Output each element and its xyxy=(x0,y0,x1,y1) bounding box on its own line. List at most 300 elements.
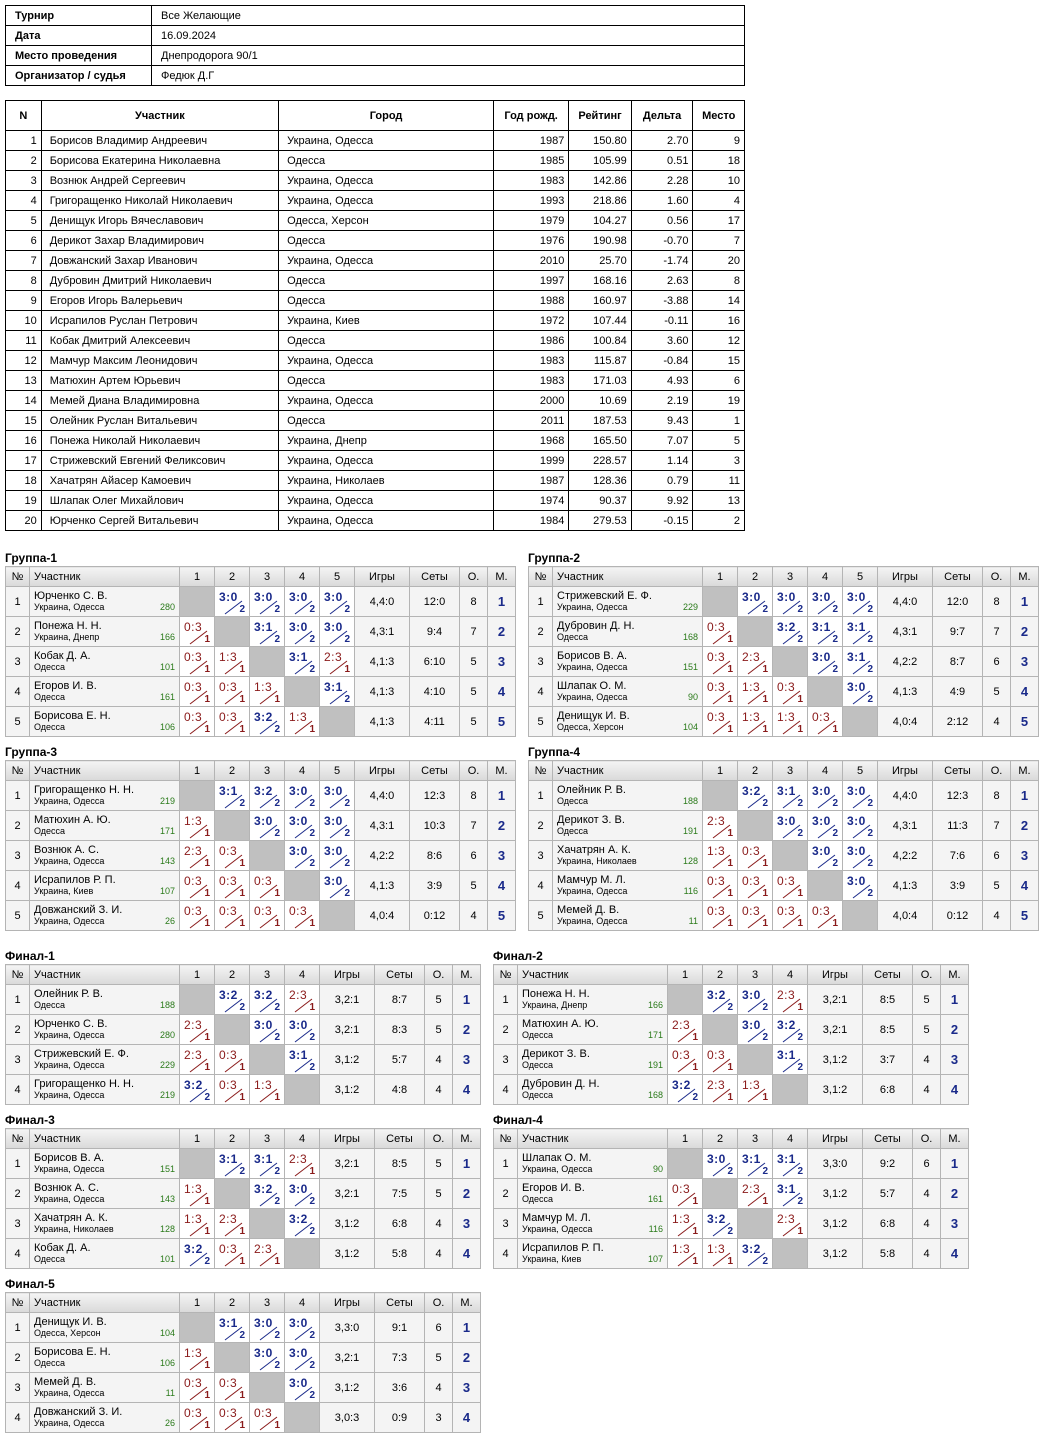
header-opponent: 2 xyxy=(215,965,250,985)
player-cell xyxy=(518,985,668,1015)
match-score xyxy=(703,707,737,736)
place-value: 1 xyxy=(1020,594,1029,609)
header-place: М. xyxy=(453,1293,481,1313)
place-value: 3 xyxy=(950,1052,959,1067)
place-cell xyxy=(1011,617,1039,647)
place-value: 2 xyxy=(497,818,506,833)
match-score xyxy=(703,1149,737,1178)
player-rating: 191 xyxy=(647,1060,663,1070)
match-score xyxy=(808,781,842,810)
place-cell xyxy=(941,1045,969,1075)
score-text: 3:0 xyxy=(324,814,343,828)
winner-index: 1 xyxy=(204,1390,210,1401)
match-score xyxy=(773,1179,807,1208)
player-sub xyxy=(557,602,698,613)
row-number: 5 xyxy=(529,707,553,737)
header-opponent: 4 xyxy=(773,1129,808,1149)
stat-points: 6 xyxy=(913,1149,941,1179)
info-row xyxy=(6,46,745,66)
score-cell xyxy=(285,841,320,871)
stat-points: 4 xyxy=(425,1373,453,1403)
match-score xyxy=(285,1313,319,1342)
score-text: 3:0 xyxy=(289,1018,308,1032)
info-label: Турнир xyxy=(6,6,152,26)
player-city: Одесса xyxy=(557,826,589,836)
place-value: 4 xyxy=(462,1246,471,1261)
stat-sets: 8:7 xyxy=(933,647,983,677)
player-cell xyxy=(553,617,703,647)
score-text: 0:3 xyxy=(254,1406,273,1420)
winner-index: 1 xyxy=(274,1256,280,1267)
place-cell xyxy=(1011,841,1039,871)
table-row xyxy=(494,1075,969,1105)
row-number: 1 xyxy=(6,781,30,811)
table-row xyxy=(6,231,745,251)
header-opponent: 4 xyxy=(285,1293,320,1313)
score-cell xyxy=(285,781,320,811)
winner-index: 1 xyxy=(762,694,768,705)
score-text: 3:1 xyxy=(324,680,343,694)
place-cell xyxy=(941,1015,969,1045)
stat-games: 3,2:1 xyxy=(320,1015,375,1045)
score-text: 3:0 xyxy=(847,680,866,694)
match-score xyxy=(285,901,319,930)
player-rating: 107 xyxy=(647,1254,663,1264)
table-cell: Григоращенко Николай Николаевич xyxy=(41,191,278,211)
table-cell: 160.97 xyxy=(569,291,631,311)
player-city: Украина, Днепр xyxy=(522,1000,588,1010)
score-cell xyxy=(843,811,878,841)
player-name: Юрченко С. В. xyxy=(34,590,108,602)
table-cell: Одесса xyxy=(279,271,494,291)
self-cell xyxy=(285,677,320,707)
score-text: 3:2 xyxy=(777,620,796,634)
player-sub xyxy=(557,692,698,703)
match-score xyxy=(773,707,807,736)
score-cell xyxy=(738,1179,773,1209)
table-row xyxy=(529,707,1039,737)
table-cell: 1976 xyxy=(493,231,568,251)
player-cell xyxy=(518,1015,668,1045)
place-value: 2 xyxy=(497,624,506,639)
stat-points: 8 xyxy=(460,587,488,617)
stat-games: 4,4:0 xyxy=(355,587,410,617)
score-text: 3:0 xyxy=(289,784,308,798)
place-value: 3 xyxy=(950,1216,959,1231)
group-block xyxy=(5,745,516,931)
table-cell: 1968 xyxy=(493,431,568,451)
table-cell: 11 xyxy=(6,331,42,351)
stat-points: 5 xyxy=(460,871,488,901)
table-row xyxy=(6,271,745,291)
place-cell xyxy=(453,985,481,1015)
score-text: 3:0 xyxy=(324,874,343,888)
score-cell xyxy=(215,1403,250,1433)
table-row xyxy=(6,587,516,617)
player-rating: 151 xyxy=(159,1164,175,1174)
self-cell xyxy=(180,1313,215,1343)
self-cell xyxy=(773,1075,808,1105)
score-cell xyxy=(773,1015,808,1045)
info-label: Дата xyxy=(6,26,152,46)
player-rating: 128 xyxy=(159,1224,175,1234)
score-cell xyxy=(180,617,215,647)
table-cell: 11 xyxy=(693,471,745,491)
winner-index: 2 xyxy=(762,604,768,615)
score-text: 1:3 xyxy=(184,1212,203,1226)
group-header-row xyxy=(494,965,969,985)
score-cell xyxy=(320,587,355,617)
self-cell xyxy=(738,1045,773,1075)
player-cell xyxy=(518,1179,668,1209)
table-cell: 115.87 xyxy=(569,351,631,371)
winner-index: 1 xyxy=(204,694,210,705)
player-rating: 101 xyxy=(159,1254,175,1264)
match-score xyxy=(773,985,807,1014)
match-score xyxy=(320,677,354,706)
stat-games: 3,1:2 xyxy=(320,1239,375,1269)
header-sets: Сеты xyxy=(375,1129,425,1149)
table-cell: Хачатрян Айасер Камоевич xyxy=(41,471,278,491)
table-row xyxy=(6,511,745,531)
match-score xyxy=(738,1179,772,1208)
place-cell xyxy=(941,985,969,1015)
table-cell: 10.69 xyxy=(569,391,631,411)
score-text: 3:1 xyxy=(777,1152,796,1166)
score-cell xyxy=(250,707,285,737)
stat-points: 5 xyxy=(983,677,1011,707)
player-cell xyxy=(553,871,703,901)
place-cell xyxy=(941,1209,969,1239)
player-city: Украина, Одесса xyxy=(34,1164,105,1174)
stat-games: 3,1:2 xyxy=(320,1209,375,1239)
player-sub xyxy=(34,1328,175,1339)
table-cell: 10 xyxy=(6,311,42,331)
winner-index: 1 xyxy=(762,918,768,929)
place-value: 1 xyxy=(497,594,506,609)
winner-index: 1 xyxy=(309,918,315,929)
winner-index: 1 xyxy=(797,724,803,735)
header-player: Участник xyxy=(553,567,703,587)
header-points: О. xyxy=(460,761,488,781)
winner-index: 1 xyxy=(727,694,733,705)
winner-index: 2 xyxy=(274,828,280,839)
score-cell xyxy=(738,1075,773,1105)
player-city: Одесса xyxy=(34,826,66,836)
match-score xyxy=(285,647,319,676)
table-cell: 17 xyxy=(6,451,42,471)
score-cell xyxy=(738,707,773,737)
score-cell xyxy=(215,587,250,617)
table-row xyxy=(6,171,745,191)
player-rating: 104 xyxy=(682,722,698,732)
player-cell xyxy=(553,781,703,811)
score-cell xyxy=(285,811,320,841)
match-score xyxy=(668,1179,702,1208)
score-cell xyxy=(215,781,250,811)
table-row xyxy=(494,1209,969,1239)
score-text: 0:3 xyxy=(219,1048,238,1062)
header-opponent: 1 xyxy=(668,1129,703,1149)
winner-index: 1 xyxy=(762,1092,768,1103)
row-number: 1 xyxy=(494,985,518,1015)
match-score xyxy=(738,647,772,676)
table-cell: 2.70 xyxy=(631,131,693,151)
score-text: 0:3 xyxy=(219,1078,238,1092)
self-cell xyxy=(738,617,773,647)
self-cell xyxy=(180,985,215,1015)
stat-points: 7 xyxy=(983,811,1011,841)
player-name: Дубровин Д. Н. xyxy=(522,1078,600,1090)
stat-points: 5 xyxy=(913,1015,941,1045)
score-text: 3:2 xyxy=(184,1242,203,1256)
player-sub xyxy=(557,722,698,733)
header-games: Игры xyxy=(355,761,410,781)
player-cell xyxy=(30,1149,180,1179)
header-games: Игры xyxy=(878,567,933,587)
match-score xyxy=(773,587,807,616)
player-sub xyxy=(34,1418,175,1429)
winner-index: 1 xyxy=(727,634,733,645)
score-text: 3:1 xyxy=(847,650,866,664)
table-cell: 187.53 xyxy=(569,411,631,431)
player-sub xyxy=(34,1194,175,1205)
header-opponent: 4 xyxy=(808,567,843,587)
table-cell: Одесса xyxy=(279,231,494,251)
stat-points: 4 xyxy=(983,901,1011,931)
score-text: 2:3 xyxy=(742,1182,761,1196)
player-city: Одесса xyxy=(557,632,589,642)
player-rating: 191 xyxy=(682,826,698,836)
table-cell: Кобак Дмитрий Алексеевич xyxy=(41,331,278,351)
group-table xyxy=(528,566,1039,737)
header-opponent: 2 xyxy=(215,1129,250,1149)
score-cell xyxy=(250,587,285,617)
stat-sets: 0:12 xyxy=(410,901,460,931)
score-cell xyxy=(250,617,285,647)
table-cell: 25.70 xyxy=(569,251,631,271)
table-cell: 2 xyxy=(6,151,42,171)
row-number: 1 xyxy=(494,1149,518,1179)
score-text: 3:1 xyxy=(219,1152,238,1166)
table-cell: 279.53 xyxy=(569,511,631,531)
header-num: № xyxy=(6,1293,30,1313)
score-cell xyxy=(180,1373,215,1403)
header-opponent: 3 xyxy=(738,965,773,985)
stat-points: 4 xyxy=(913,1045,941,1075)
player-cell xyxy=(553,707,703,737)
table-cell: Шлапак Олег Михайлович xyxy=(41,491,278,511)
header-opponent: 1 xyxy=(668,965,703,985)
group-title: Группа-2 xyxy=(528,551,581,565)
score-cell xyxy=(738,1015,773,1045)
stat-points: 6 xyxy=(983,647,1011,677)
winner-index: 2 xyxy=(797,1062,803,1073)
stat-points: 4 xyxy=(425,1209,453,1239)
score-text: 3:0 xyxy=(324,844,343,858)
header-player: Участник xyxy=(553,761,703,781)
match-score xyxy=(808,707,842,736)
player-sub xyxy=(34,692,175,703)
place-cell xyxy=(488,901,516,931)
stat-sets: 12:0 xyxy=(933,587,983,617)
winner-index: 2 xyxy=(344,828,350,839)
table-cell: 3.60 xyxy=(631,331,693,351)
header-games: Игры xyxy=(878,761,933,781)
table-cell: Одесса xyxy=(279,291,494,311)
group-table xyxy=(5,1292,481,1433)
self-cell xyxy=(320,901,355,931)
player-city: Украина, Одесса xyxy=(34,1388,105,1398)
group-header-row xyxy=(494,1129,969,1149)
player-city: Украина, Одесса xyxy=(557,692,628,702)
table-cell: 1985 xyxy=(493,151,568,171)
info-value: Днепродорога 90/1 xyxy=(152,46,745,66)
header-place: М. xyxy=(941,965,969,985)
winner-index: 2 xyxy=(309,664,315,675)
stat-sets: 9:2 xyxy=(863,1149,913,1179)
stat-points: 8 xyxy=(983,587,1011,617)
table-cell: 14 xyxy=(693,291,745,311)
match-score xyxy=(180,617,214,646)
stat-sets: 8:6 xyxy=(410,841,460,871)
header-place: М. xyxy=(488,567,516,587)
player-name: Матюхин А. Ю. xyxy=(34,814,111,826)
table-row xyxy=(529,781,1039,811)
player-name: Хачатрян А. К. xyxy=(34,1212,108,1224)
score-cell xyxy=(808,647,843,677)
score-text: 2:3 xyxy=(707,814,726,828)
match-score xyxy=(215,1403,249,1432)
group-block xyxy=(5,551,516,737)
table-cell: 13 xyxy=(6,371,42,391)
winner-index: 2 xyxy=(797,604,803,615)
player-sub xyxy=(34,1164,175,1175)
player-name: Юрченко С. В. xyxy=(34,1018,108,1030)
group-block xyxy=(493,1113,969,1269)
header-player: Участник xyxy=(30,567,180,587)
match-score xyxy=(773,1045,807,1074)
header-opponent: 5 xyxy=(843,761,878,781)
winner-index: 2 xyxy=(727,1166,733,1177)
self-cell xyxy=(808,871,843,901)
table-cell: 107.44 xyxy=(569,311,631,331)
winner-index: 1 xyxy=(274,1092,280,1103)
row-number: 5 xyxy=(6,901,30,931)
header-opponent: 2 xyxy=(738,761,773,781)
score-text: 3:2 xyxy=(254,710,273,724)
score-text: 3:0 xyxy=(289,1346,308,1360)
winner-index: 1 xyxy=(204,918,210,929)
header-opponent: 3 xyxy=(773,761,808,781)
header-opponent: 4 xyxy=(285,761,320,781)
group-block xyxy=(5,949,481,1105)
player-name: Шлапак О. М. xyxy=(522,1152,592,1164)
winner-index: 2 xyxy=(867,604,873,615)
row-number: 3 xyxy=(6,1373,30,1403)
stat-points: 6 xyxy=(983,841,1011,871)
stat-games: 3,1:2 xyxy=(320,1075,375,1105)
self-cell xyxy=(285,1239,320,1269)
match-score xyxy=(180,1045,214,1074)
header-opponent: 2 xyxy=(215,761,250,781)
table-row xyxy=(6,1045,481,1075)
table-cell: 18 xyxy=(693,151,745,171)
score-text: 1:3 xyxy=(777,710,796,724)
winner-index: 1 xyxy=(204,1360,210,1371)
table-cell: 19 xyxy=(693,391,745,411)
winner-index: 2 xyxy=(832,604,838,615)
score-cell xyxy=(250,1179,285,1209)
player-city: Украина, Одесса xyxy=(557,662,628,672)
player-city: Украина, Одесса xyxy=(522,1164,593,1174)
winner-index: 2 xyxy=(204,1092,210,1103)
player-cell xyxy=(30,1403,180,1433)
stat-points: 4 xyxy=(913,1239,941,1269)
match-score xyxy=(738,1075,772,1104)
match-score xyxy=(285,617,319,646)
score-text: 3:0 xyxy=(847,874,866,888)
player-rating: 219 xyxy=(159,796,175,806)
table-cell: 104.27 xyxy=(569,211,631,231)
match-score xyxy=(180,901,214,930)
winner-index: 1 xyxy=(797,888,803,899)
stat-games: 4,3:1 xyxy=(355,617,410,647)
score-text: 0:3 xyxy=(812,710,831,724)
match-score xyxy=(773,871,807,900)
place-cell xyxy=(453,1209,481,1239)
player-city: Украина, Киев xyxy=(34,886,94,896)
score-text: 3:1 xyxy=(289,1048,308,1062)
table-cell: Одесса, Херсон xyxy=(279,211,494,231)
match-score xyxy=(215,781,249,810)
self-cell xyxy=(668,1149,703,1179)
winner-index: 1 xyxy=(692,1226,698,1237)
score-cell xyxy=(285,587,320,617)
place-value: 1 xyxy=(462,992,471,1007)
player-cell xyxy=(30,647,180,677)
score-text: 0:3 xyxy=(184,1376,203,1390)
table-cell: 2000 xyxy=(493,391,568,411)
stat-games: 3,1:2 xyxy=(808,1239,863,1269)
self-cell xyxy=(668,985,703,1015)
header-place: М. xyxy=(453,1129,481,1149)
score-text: 1:3 xyxy=(707,1242,726,1256)
info-row xyxy=(6,26,745,46)
player-sub xyxy=(557,886,698,897)
winner-index: 2 xyxy=(309,1062,315,1073)
winner-index: 1 xyxy=(204,1062,210,1073)
score-text: 0:3 xyxy=(184,680,203,694)
winner-index: 1 xyxy=(727,828,733,839)
stat-sets: 4:11 xyxy=(410,707,460,737)
stat-games: 3,1:2 xyxy=(320,1373,375,1403)
row-number: 3 xyxy=(494,1209,518,1239)
score-text: 3:0 xyxy=(289,620,308,634)
table-row xyxy=(6,371,745,391)
score-text: 0:3 xyxy=(254,904,273,918)
player-rating: 188 xyxy=(682,796,698,806)
winner-index: 2 xyxy=(797,634,803,645)
match-score xyxy=(250,1343,284,1372)
stat-sets: 4:9 xyxy=(933,677,983,707)
match-score xyxy=(180,1179,214,1208)
winner-index: 1 xyxy=(797,694,803,705)
header-num: № xyxy=(494,1129,518,1149)
table-cell: 1984 xyxy=(493,511,568,531)
score-cell xyxy=(668,1015,703,1045)
table-cell: 2.28 xyxy=(631,171,693,191)
